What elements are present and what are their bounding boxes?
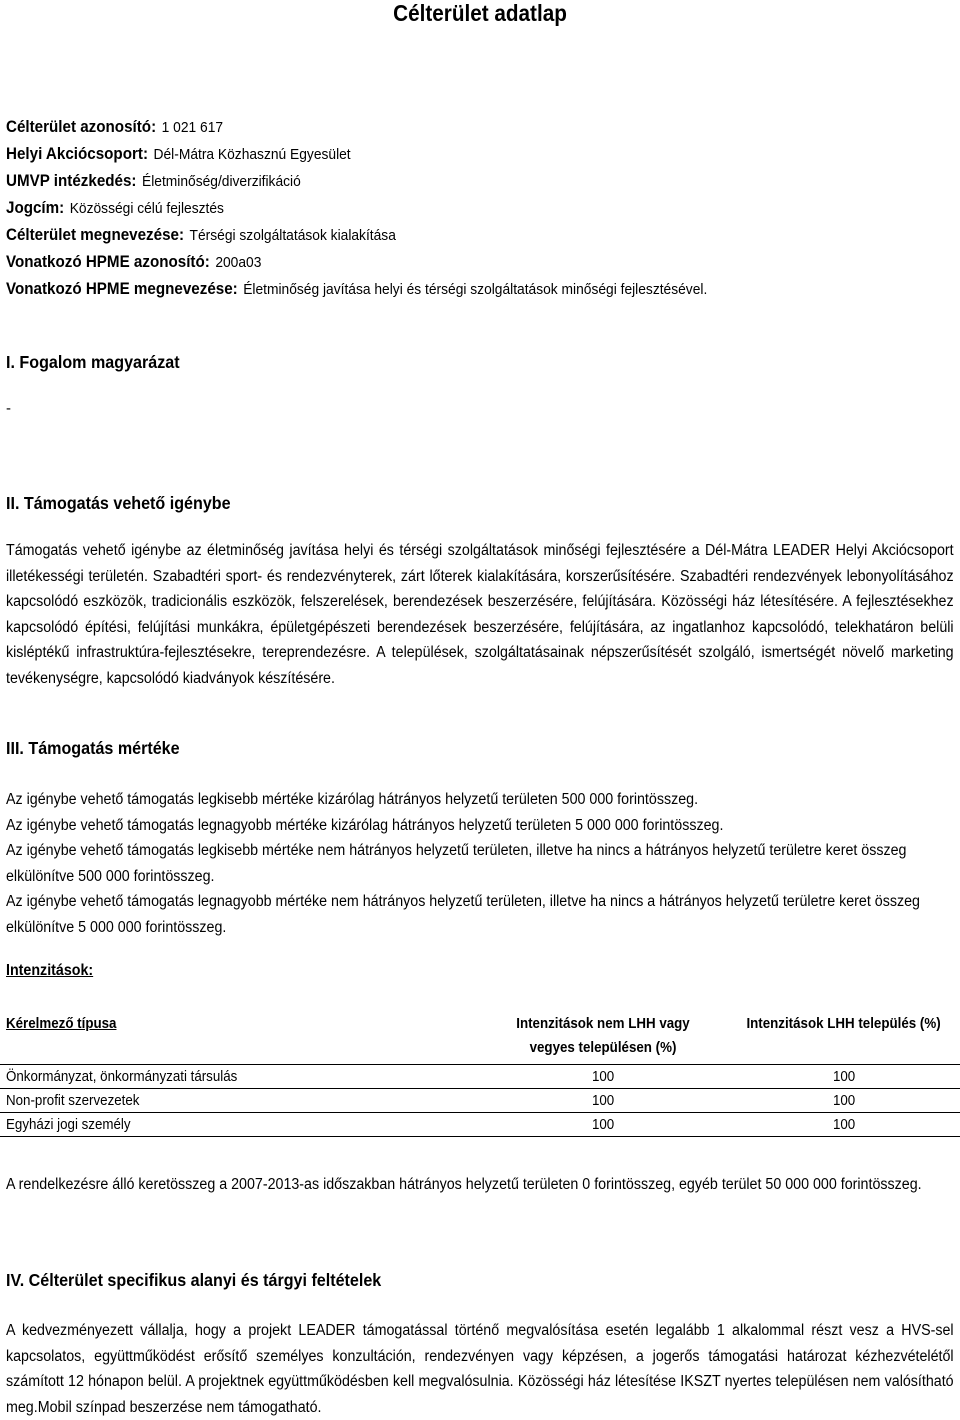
section-2-heading: II. Támogatás vehető igénybe — [6, 493, 231, 513]
table-cell: Egyházi jogi személy — [0, 1113, 478, 1137]
meta-label: Jogcím: — [6, 199, 65, 217]
meta-label: Helyi Akciócsoport: — [6, 145, 148, 163]
table-cell: 100 — [478, 1113, 726, 1137]
table-cell: 100 — [726, 1065, 960, 1089]
intensity-table — [0, 1004, 960, 1137]
support-amounts — [6, 787, 954, 940]
amount-line: Az igénybe vehető támogatás legnagyobb mértéke kizárólag hátrányos helyzetű területen 5 000 000 forintösszeg. — [6, 816, 724, 834]
meta-value: Életminőség/diverzifikáció — [142, 173, 301, 190]
table-row — [0, 1113, 960, 1137]
meta-label: UMVP intézkedés: — [6, 172, 137, 190]
meta-value: Közösségi célú fejlesztés — [69, 200, 224, 217]
meta-row-hacs — [6, 145, 351, 164]
meta-value: Térségi szolgáltatások kialakítása — [189, 227, 396, 244]
meta-label: Vonatkozó HPME megnevezése: — [6, 280, 238, 298]
table-row — [0, 1065, 960, 1089]
meta-label: Célterület azonosító: — [6, 118, 157, 136]
budget-text: A rendelkezésre álló keretösszeg a 2007-2013-as időszakban hátrányos helyzetű területen 0 forintösszeg, egyéb terület 50 000 000 forintösszeg. — [6, 1176, 922, 1193]
table-header-non-lhh: Intenzitások nem LHH vagy vegyes településen (%) — [516, 1016, 690, 1056]
intensity-label: Intenzitások: — [6, 962, 94, 979]
meta-row-jogcim — [6, 199, 224, 218]
meta-row-megnevezes — [6, 226, 396, 245]
meta-row-hpme-name — [6, 280, 707, 299]
amount-line: Az igénybe vehető támogatás legkisebb mértéke nem hátrányos helyzetű területen, illetve ha nincs a hátrányos helyzetű területre keret összeg elkülönítve 500 000 forintösszeg. — [6, 842, 907, 885]
meta-row-id — [6, 118, 223, 137]
amount-line: Az igénybe vehető támogatás legkisebb mértéke kizárólag hátrányos helyzetű területen 500 000 forintösszeg. — [6, 791, 699, 808]
table-cell: 100 — [726, 1089, 960, 1113]
meta-label: Vonatkozó HPME azonosító: — [6, 253, 210, 271]
table-header-lhh: Intenzitások LHH település (%) — [746, 1016, 942, 1032]
meta-value: 1 021 617 — [161, 119, 224, 136]
amount-line: Az igénybe vehető támogatás legnagyobb mértéke nem hátrányos helyzetű területen, illetve ha nincs a hátrányos helyzetű területre keret összeg elkülönítve 5 000 000 forintösszeg. — [6, 893, 920, 936]
meta-value: Életminőség javítása helyi és térségi szolgáltatások minőségi fejlesztésével. — [243, 281, 708, 298]
section-1-body: - — [6, 400, 11, 417]
table-cell: Non-profit szervezetek — [0, 1089, 478, 1113]
table-cell: 100 — [478, 1065, 726, 1089]
meta-value: 200a03 — [215, 254, 262, 271]
table-cell: 100 — [478, 1089, 726, 1113]
meta-value: Dél-Mátra Közhasznú Egyesület — [153, 146, 351, 163]
section-3-heading: III. Támogatás mértéke — [6, 738, 180, 758]
table-row — [0, 1089, 960, 1113]
page-title: Célterület adatlap — [393, 0, 567, 26]
table-cell: 100 — [726, 1113, 960, 1137]
meta-label: Célterület megnevezése: — [6, 226, 185, 244]
table-cell: Önkormányzat, önkormányzati társulás — [0, 1065, 478, 1089]
meta-row-umvp — [6, 172, 301, 191]
table-header-applicant: Kérelmező típusa — [6, 1016, 117, 1032]
section-4-body: A kedvezményezett vállalja, hogy a projekt LEADER támogatással történő megvalósítása esetén legalább 1 alkalommal részt vesz a HVS-sel kapcsolatos, együttműködést erősítő személyes konzultáción, rendezvényen vagy képzésen, a jogerős támogatási határozat kézhezvételétől számított 12 hónapon belül. A projektnek együttműködésben kell megvalósulnia. Közösségi ház létesítése IKSZT nyertes településen nem valósítható meg.Mobil színpad beszerzése nem támogatható. — [6, 1322, 954, 1416]
section-1-heading: I. Fogalom magyarázat — [6, 352, 180, 372]
section-2-body: Támogatás vehető igénybe az életminőség javítása helyi és térségi szolgáltatások minőségi fejlesztésére a Dél-Mátra LEADER Helyi Akciócsoport illetékességi területén. Szabadtéri sport- és rendezvényterek, zárt lőterek kialakítására, korszerűsítésére. Szabadtéri rendezvények lebonyolításához kapcsolódó eszközök, tradicionális eszközök, felszerelések, berendezések beszerzésére, felújítására. Közösségi ház létesítésére. A fejlesztésekhez kapcsolódó építési, felújítási munkákra, épületgépészeti berendezések beszerzésére, felújítására, az ingatlanhoz kapcsolódó, telekhatáron belüli kisléptékű infrastruktúra-fejlesztésekre, tereprendezésre. A települések, szolgáltatásainak népszerűsítését szolgáló, ismertségét növelő marketing tevékenységre, kapcsolódó kiadványok készítésére. — [6, 542, 954, 687]
section-4-heading: IV. Célterület specifikus alanyi és tárgyi feltételek — [6, 1270, 382, 1290]
table-header-row — [0, 1004, 960, 1065]
meta-row-hpme-id — [6, 253, 261, 272]
